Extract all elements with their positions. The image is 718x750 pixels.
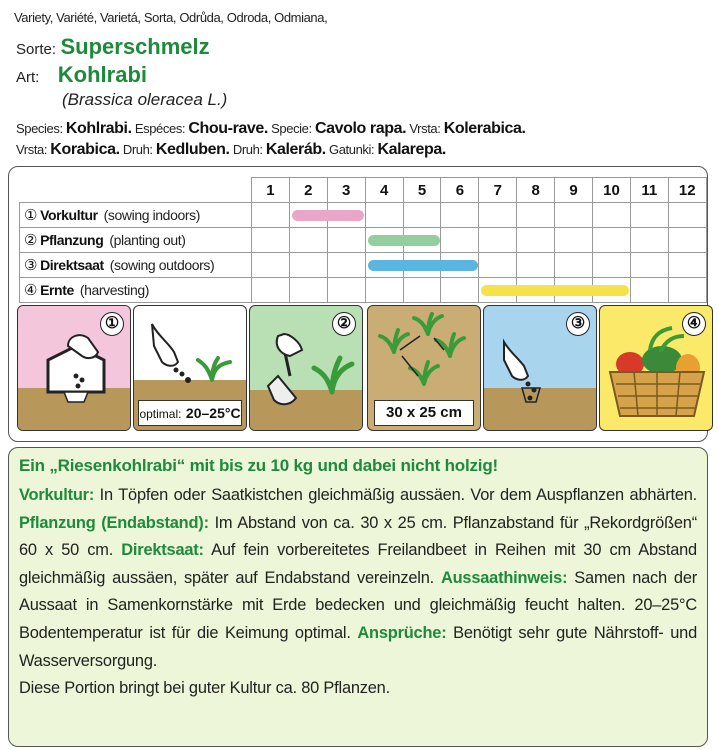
picture-harvest-basket: [599, 305, 713, 431]
month-header: 6: [441, 178, 479, 203]
species-label: Vrsta:: [409, 121, 441, 136]
species-value: Chou-rave.: [188, 120, 268, 137]
species-label: Druh:: [122, 142, 153, 157]
step-number: ④: [24, 282, 38, 299]
month-header: 10: [593, 178, 631, 203]
month-header: 1: [252, 178, 290, 203]
calendar-row-ernte: [20, 278, 707, 303]
sorte-value: Superschmelz: [60, 34, 210, 59]
picture-planting-out: [249, 305, 363, 431]
sowing-calendar: [19, 177, 707, 303]
stage-name: Direktsaat: [40, 257, 104, 273]
month-header: 7: [479, 178, 517, 203]
optimal-temperature-caption: [138, 400, 242, 426]
species-label: Gatunki:: [329, 142, 375, 157]
species-value: Korabica.: [50, 141, 120, 158]
vorkultur-label: Vorkultur:: [19, 486, 95, 504]
portion-text: Diese Portion bringt bei guter Kultur ca. 80 Pflanzen.: [19, 679, 390, 698]
stage-english: (sowing indoors): [103, 207, 200, 223]
species-label: Vrsta:: [16, 142, 48, 157]
species-line-1: [16, 120, 526, 138]
vorkultur-text: In Töpfen oder Saatkistchen gleichmäßig aussäen. Vor dem Auspflanzen abhärten.: [94, 486, 697, 504]
step-number: ②: [24, 232, 38, 249]
step-3-badge: ③: [566, 312, 590, 336]
step-2-badge: ②: [332, 312, 356, 336]
ansprueche-label: Ansprüche:: [357, 623, 447, 642]
species-line-2: [16, 141, 446, 159]
aussaat-label: Aussaathinweis:: [440, 568, 568, 587]
month-header: 4: [365, 178, 403, 203]
instruction-pictures: [17, 305, 702, 435]
direktsaat-label: Direktsaat:: [121, 541, 204, 560]
step-1-badge: ①: [100, 312, 124, 336]
stage-name: Pflanzung: [40, 232, 104, 248]
species-label: Druh:: [232, 142, 263, 157]
month-header: 11: [630, 178, 668, 203]
species-value: Kedluben.: [155, 141, 230, 158]
month-header: 8: [517, 178, 555, 203]
sowing-calendar-panel: [8, 166, 708, 442]
picture-plant-spacing: [367, 305, 481, 431]
art-label: Art:: [16, 69, 40, 86]
calendar-row-pflanzung: [20, 228, 707, 253]
sorte-label: Sorte:: [16, 41, 57, 58]
picture-direct-sowing: [483, 305, 597, 431]
direktsaat-text: Auf fein vorbereitetes Freilandbeet in Reihen mit 30 cm Abstand gleichmäßig aussäen, später auf Endabstand vereinzeln.: [19, 541, 697, 587]
species-label: Espéces:: [134, 121, 186, 136]
picture-germination-temperature: [133, 305, 247, 431]
step-number: ③: [24, 257, 38, 274]
month-header: 5: [403, 178, 441, 203]
month-header: 9: [555, 178, 593, 203]
step-4-badge: ④: [682, 312, 706, 336]
description-headline: Ein „Riesenkohlrabi“ mit bis zu 10 kg und dabei nicht holzig!: [19, 456, 498, 475]
calendar-row-vorkultur: [20, 203, 707, 228]
month-header: 3: [327, 178, 365, 203]
description-panel: [8, 447, 708, 747]
month-header: 12: [668, 178, 706, 203]
art-value: Kohlrabi: [57, 62, 148, 87]
sorte-row: [16, 34, 210, 60]
stage-name: Vorkultur: [40, 207, 98, 223]
species-value: Kaleráb.: [265, 141, 326, 158]
stage-english: (sowing outdoors): [109, 257, 215, 273]
month-header: 2: [289, 178, 327, 203]
species-value: Cavolo rapa.: [314, 120, 407, 137]
species-label: Species:: [16, 121, 63, 136]
calendar-header-row: [20, 178, 707, 203]
species-value: Kolerabica.: [443, 120, 526, 137]
description-body: [19, 482, 697, 703]
stage-name: Ernte: [40, 282, 74, 298]
art-row: [16, 62, 147, 88]
calendar-row-direktsaat: [20, 253, 707, 278]
stage-english: (planting out): [109, 232, 186, 248]
ansprueche-text: Benötigt sehr gute Nährstoff- und Wasserversorgung.: [19, 623, 697, 670]
pflanzung-label: Pflanzung (Endabstand):: [19, 513, 209, 532]
spacing-caption: 30 x 25 cm: [374, 400, 474, 426]
pflanzung-text: Im Abstand von ca. 30 x 25 cm. Pflanzabstand für „Rekordgrößen“ 60 x 50 cm.: [19, 513, 697, 560]
variety-line: Variety, Variété, Varietá, Sorta, Odrůda, Odroda, Odmiana,: [14, 10, 328, 25]
step-number: ①: [24, 207, 38, 224]
optimal-value: 20–25°C: [185, 405, 241, 421]
aussaat-text: Samen nach der Aussaat in Samenkornstärke mit Erde bedecken und gleichmäßig feucht halten. 20–25°C Bodentemperatur ist für die Keimung optimal.: [19, 568, 697, 642]
species-label: Specie:: [271, 121, 312, 136]
species-value: Kalarepa.: [377, 141, 446, 158]
latin-name: (Brassica oleracea L.): [62, 90, 228, 109]
optimal-label: optimal:: [139, 407, 182, 421]
species-value: Kohlrabi.: [65, 120, 132, 137]
picture-sowing-in-pot: [17, 305, 131, 431]
stage-english: (harvesting): [79, 282, 149, 298]
